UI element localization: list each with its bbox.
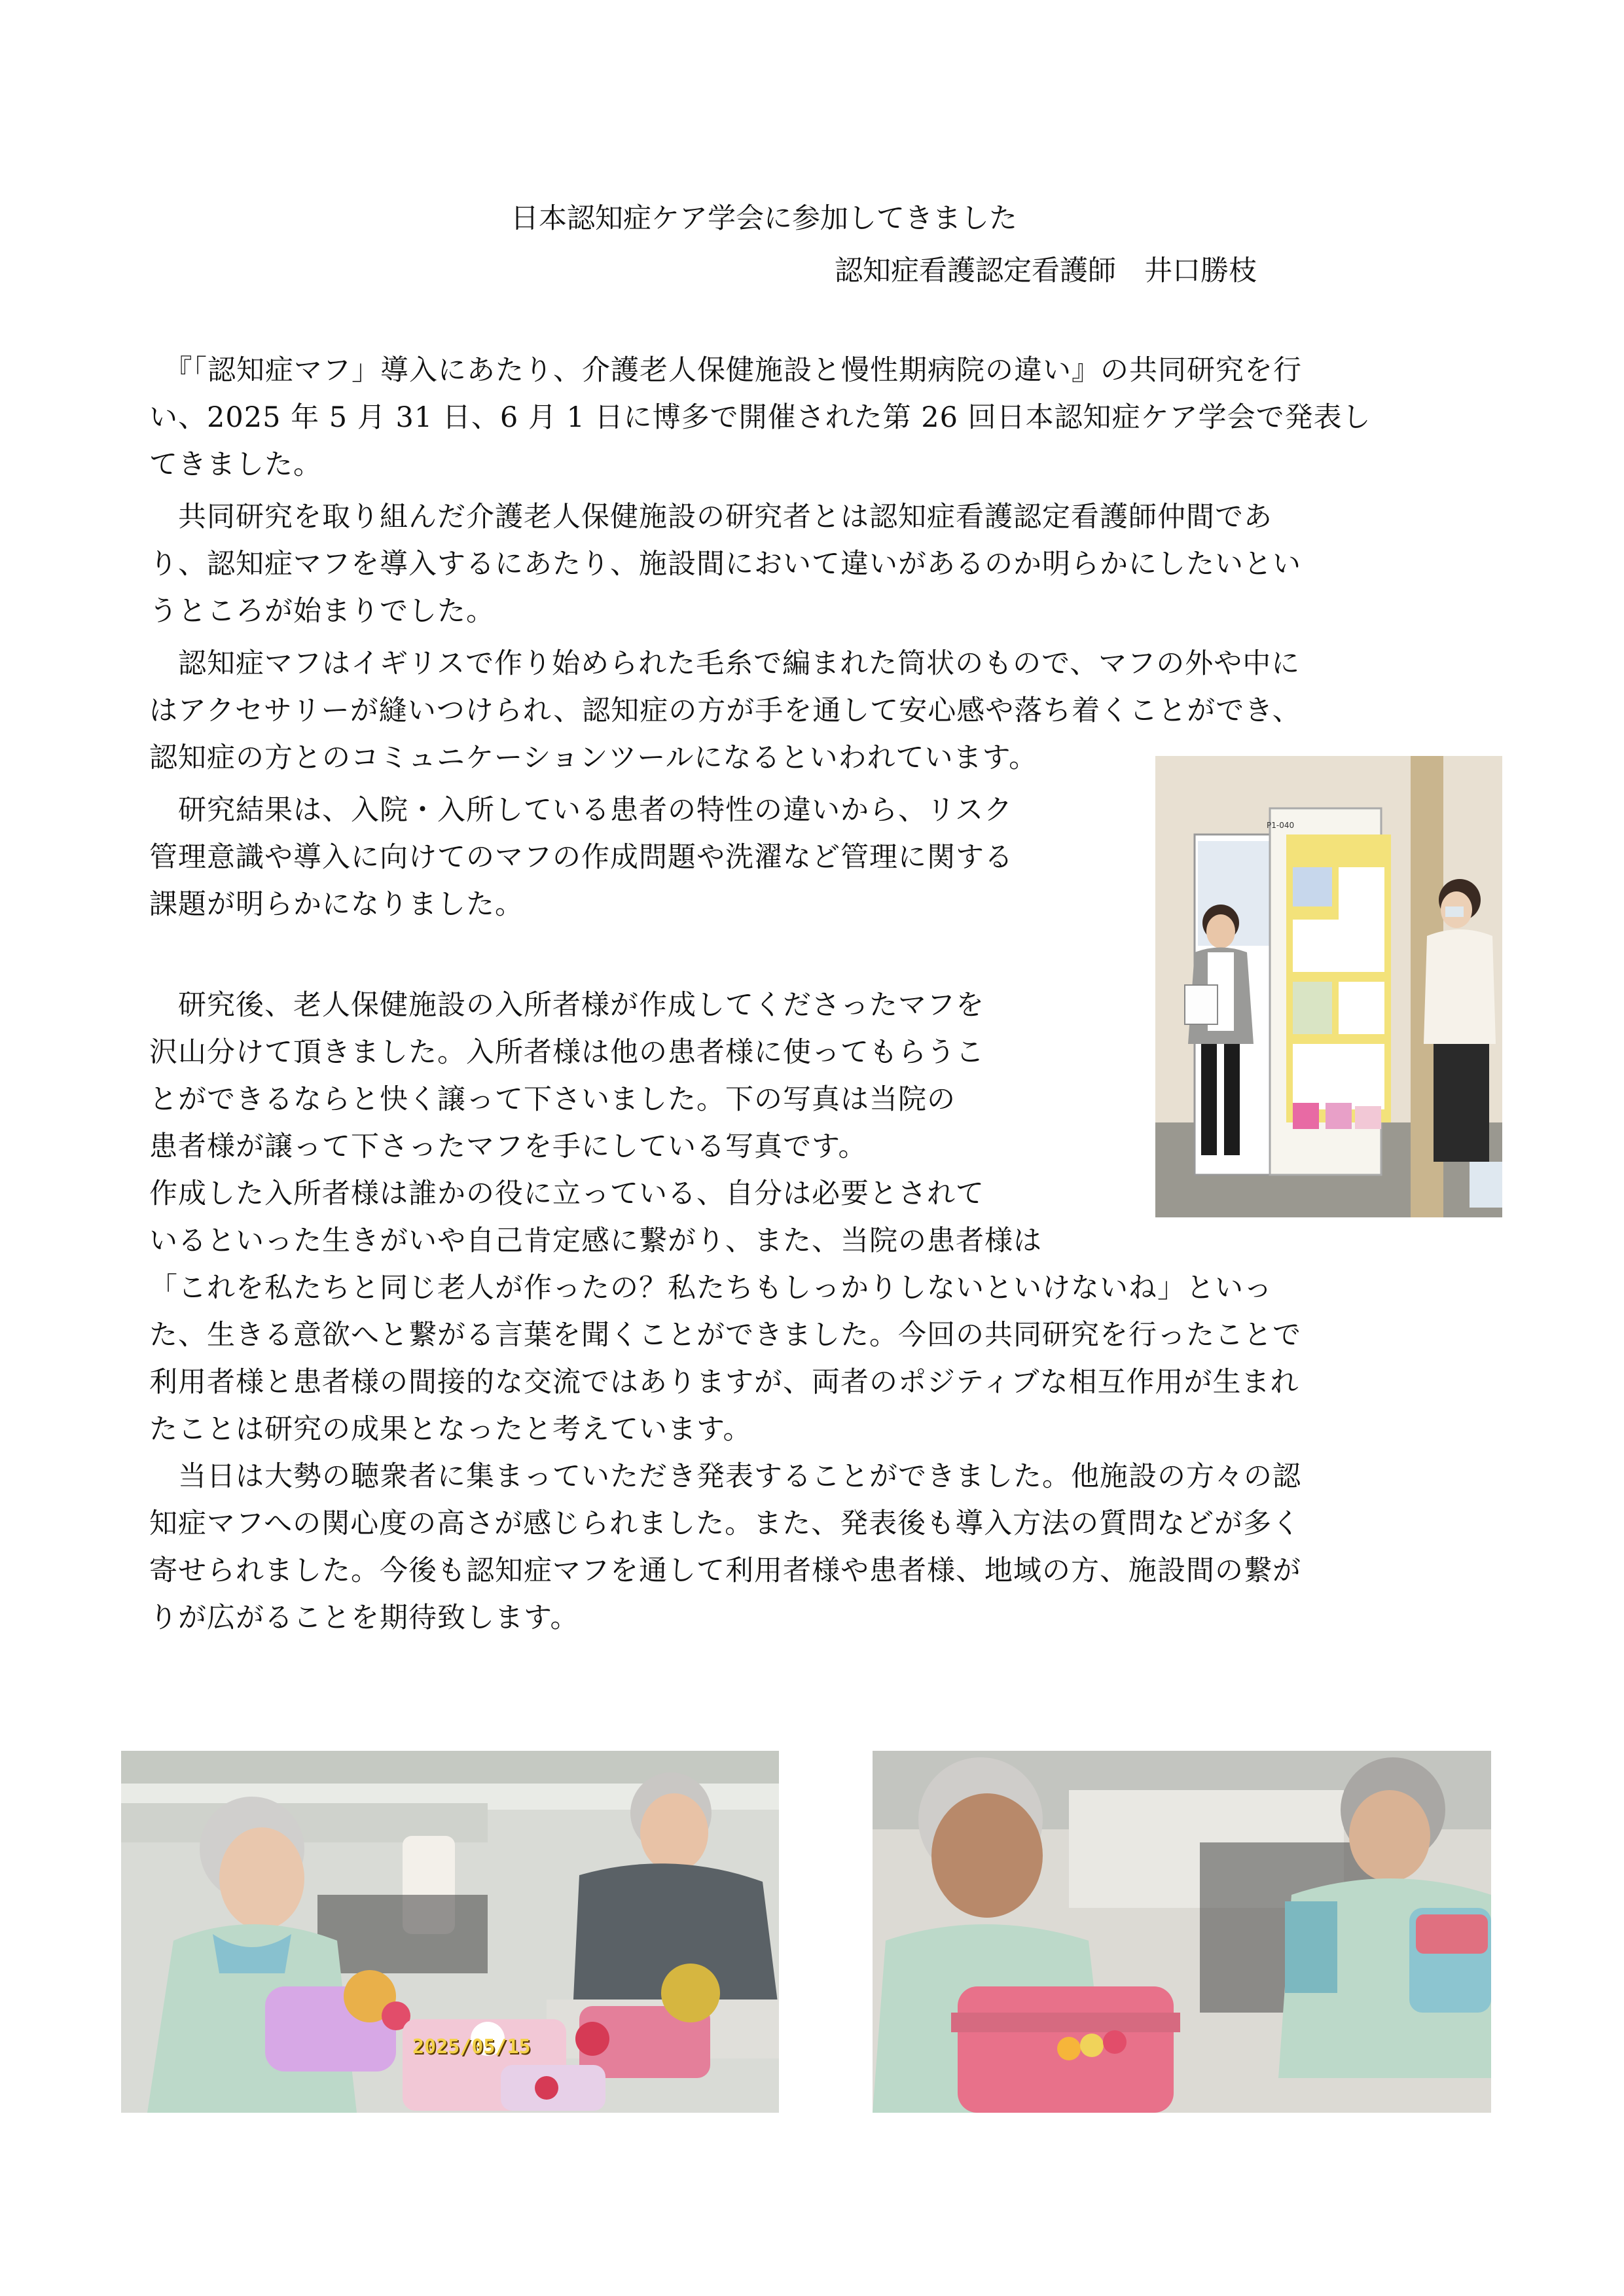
text-line: 当日は大勢の聴衆者に集まっていただき発表することができました。他施設の方々の認 <box>149 1460 1301 1493</box>
text-line: 『「認知症マフ」導入にあたり、介護老人保健施設と慢性期病院の違い』の共同研究を行 <box>149 354 1302 387</box>
author-line: 認知症看護認定看護師 井口勝枝 <box>835 255 1257 287</box>
text-line: 研究結果は、入院・入所している患者の特性の違いから、リスク <box>149 794 1013 827</box>
text-line: たことは研究の成果となったと考えています。 <box>149 1413 752 1446</box>
text-line: た、生きる意欲へと繋がる言葉を聞くことができました。今回の共同研究を行ったことで <box>149 1319 1301 1352</box>
text-line: 課題が明らかになりました。 <box>149 888 524 921</box>
text-line: 研究後、老人保健施設の入所者様が作成してくださったマフを <box>149 989 984 1022</box>
text-line: 管理意識や導入に向けてのマフの作成問題や洗濯など管理に関する <box>149 841 1013 874</box>
text-line: 認知症の方とのコミュニケーションツールになるといわれています。 <box>149 742 1038 774</box>
poster-scene-illustration <box>1155 756 1502 1217</box>
text-line: てきました。 <box>149 448 322 481</box>
text-line: 知症マフへの関心度の高さが感じられました。また、発表後も導入方法の質問などが多く <box>149 1507 1301 1540</box>
text-line: うところが始まりでした。 <box>149 595 495 628</box>
paragraph-6 <box>149 1453 1465 1641</box>
paragraph-5-a <box>149 982 1131 1265</box>
text-line: はアクセサリーが縫いつけられ、認知症の方が手を通して安心感や落ち着くことができ、 <box>149 694 1301 727</box>
patients-with-muffs-photo-1 <box>121 1751 779 2113</box>
poster-presentation-photo <box>1155 756 1502 1217</box>
paragraph-2 <box>149 493 1465 635</box>
patients-scene-illustration-2 <box>873 1751 1491 2113</box>
text-line: 共同研究を取り組んだ介護老人保健施設の研究者とは認知症看護認定看護師仲間であ <box>149 501 1272 533</box>
paragraph-1 <box>149 347 1465 488</box>
text-line: 「これを私たちと同じ老人が作ったの？私たちもしっかりしないといけないね」といっ <box>149 1272 1272 1304</box>
text-line: 寄せられました。今後も認知症マフを通して利用者様や患者様、地域の方、施設間の繋が <box>149 1554 1301 1587</box>
text-line: い、2025 年 5 月 31 日、6 月 1 日に博多で開催された第 26 回日本認知症ケア学会で発表し <box>149 401 1371 434</box>
text-line: 沢山分けて頂きました。入所者様は他の患者様に使ってもらうこ <box>149 1036 984 1069</box>
paragraph-4 <box>149 787 1131 928</box>
text-line: 利用者様と患者様の間接的な交流ではありますが、両者のポジティブな相互作用が生まれ <box>149 1366 1299 1399</box>
text-line: 作成した入所者様は誰かの役に立っている、自分は必要とされて <box>149 1177 984 1210</box>
text-line: り、認知症マフを導入するにあたり、施設間において違いがあるのか明らかにしたいとい <box>149 548 1301 581</box>
text-line: とができるならと快く譲って下さいました。下の写真は当院の <box>149 1083 956 1116</box>
text-line: りが広がることを期待致します。 <box>149 1602 579 1634</box>
page-title: 日本認知症ケア学会に参加してきました <box>511 202 1017 235</box>
text-line: 認知症マフはイギリスで作り始められた毛糸で編まれた筒状のもので、マフの外や中に <box>149 647 1301 680</box>
text-line: 患者様が譲って下さったマフを手にしている写真です。 <box>149 1130 867 1163</box>
patients-with-muffs-photo-2 <box>873 1751 1491 2113</box>
photo-date-stamp: 2025/05/15 <box>412 2036 531 2058</box>
patients-scene-illustration-1 <box>121 1751 779 2113</box>
poster-number-label: P1-040 <box>1267 821 1295 830</box>
paragraph-5-b <box>149 1265 1465 1453</box>
text-line: いるといった生きがいや自己肯定感に繋がり、また、当院の患者様は <box>149 1225 1042 1257</box>
